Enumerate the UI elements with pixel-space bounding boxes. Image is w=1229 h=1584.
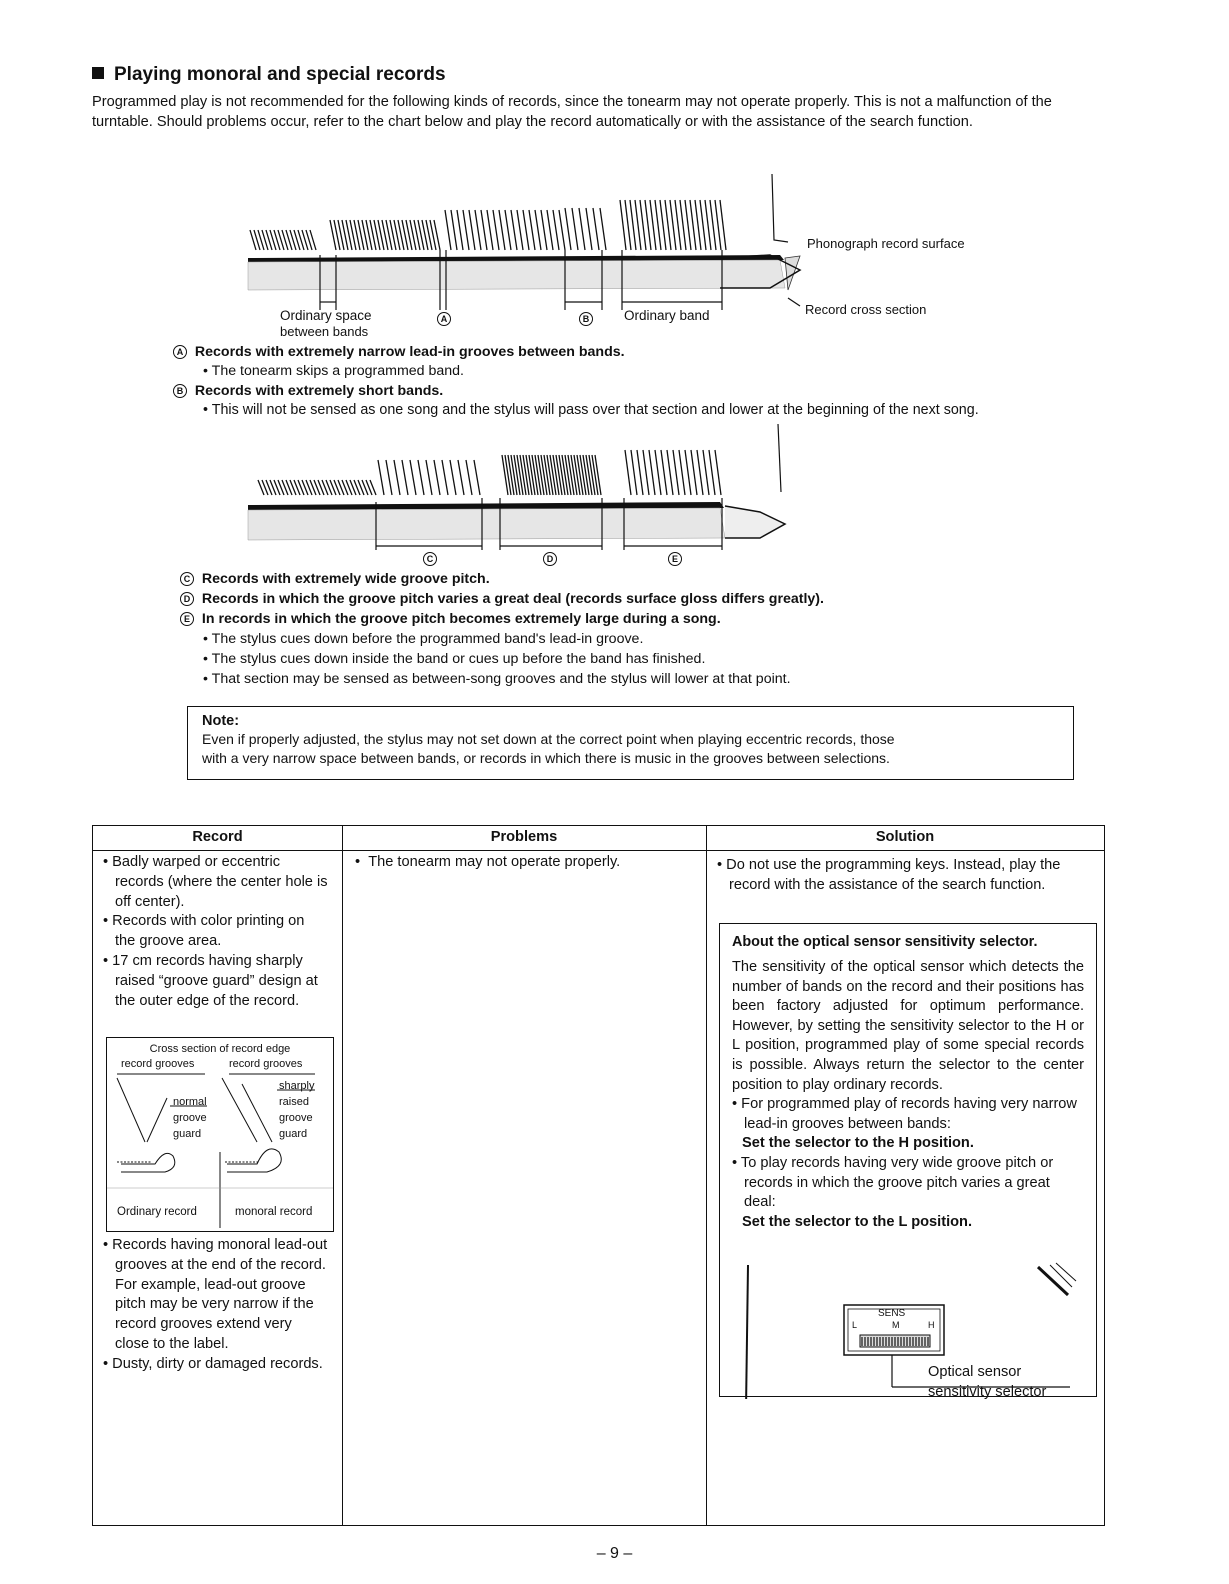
groove-line xyxy=(655,450,661,495)
groove-line xyxy=(595,455,601,495)
groove-line xyxy=(505,455,511,495)
groove-line xyxy=(589,455,595,495)
groove-line xyxy=(499,210,505,250)
note-box xyxy=(187,706,1074,780)
groove-line xyxy=(700,200,706,250)
column-divider-2 xyxy=(706,826,707,1525)
groove-line xyxy=(661,450,667,495)
record-item: • Records with color printing on the groove area. xyxy=(103,913,305,950)
item-c-title-text: Records with extremely wide groove pitch. xyxy=(201,571,490,587)
note-line-1: Even if properly adjusted, the stylus may not set down at the correct point when playing eccentric records, those xyxy=(202,731,895,747)
groove-line xyxy=(474,460,480,495)
groove-line xyxy=(697,450,703,495)
sensor-selector-illustration xyxy=(720,1259,1096,1399)
solution-text-value: Do not use the programming keys. Instead, play the record with the assistance of the search function. xyxy=(726,857,1061,893)
groove-line xyxy=(710,200,716,250)
groove-line xyxy=(691,450,697,495)
raised-label-1: sharply xyxy=(279,1080,315,1092)
groove-line xyxy=(523,210,529,250)
groove-line xyxy=(547,455,553,495)
cross-section-monoral: monoral record xyxy=(235,1206,313,1218)
marker-d-inline: D xyxy=(180,592,194,606)
groove-line xyxy=(529,455,535,495)
groove-line xyxy=(695,200,701,250)
groove-line xyxy=(620,200,626,250)
selector-m-label: M xyxy=(892,1320,900,1330)
groove-line xyxy=(571,455,577,495)
groove-line xyxy=(520,455,526,495)
record-items-2 xyxy=(103,1236,328,1375)
section-title-text: Playing monoral and special records xyxy=(114,64,446,85)
groove-line xyxy=(553,455,559,495)
item-cde-bullet-2-text: The stylus cues down inside the band or cues up before the band has finished. xyxy=(211,651,706,667)
groove-line xyxy=(394,460,400,495)
about-bullet-1-text: For programmed play of records having very narrow lead-in grooves between bands: xyxy=(741,1096,1077,1132)
item-a-title-text: Records with extremely narrow lead-in grooves between bands. xyxy=(194,344,625,360)
about-bullet-2: • To play records having very wide groove pitch or records in which the groove pitch varies a great deal: xyxy=(732,1154,1054,1211)
about-bullet-2-text: To play records having very wide groove pitch or records in which the groove pitch varies a great deal: xyxy=(740,1154,1054,1211)
groove-line xyxy=(541,455,547,495)
groove-line xyxy=(649,450,655,495)
groove-line xyxy=(655,200,661,250)
label-surface: Phonograph record surface xyxy=(807,236,965,251)
groove-line xyxy=(580,455,586,495)
groove-line xyxy=(508,455,514,495)
groove-line xyxy=(466,460,472,495)
groove-line xyxy=(550,455,556,495)
problem-cell xyxy=(355,853,695,873)
marker-c: C xyxy=(423,552,437,566)
cross-section-right-col: record grooves xyxy=(229,1058,303,1070)
raised-label-2: raised xyxy=(279,1096,309,1108)
marker-e: E xyxy=(668,552,682,566)
groove-line xyxy=(625,450,631,495)
label-cross-section: Record cross section xyxy=(805,302,927,317)
groove-line xyxy=(463,210,469,250)
record-item-text: Badly warped or eccentric records (where the center hole is off center). xyxy=(112,854,328,910)
groove-line xyxy=(402,460,408,495)
groove-line xyxy=(475,210,481,250)
groove-line xyxy=(547,210,553,250)
normal-label-2: groove xyxy=(173,1112,207,1124)
marker-e-inline: E xyxy=(180,612,194,626)
marker-b: B xyxy=(579,312,593,326)
marker-a-inline: A xyxy=(173,345,187,359)
solution-text: • Do not use the programming keys. Instead, play the record with the assistance of the search function. xyxy=(717,857,1061,893)
groove-line xyxy=(457,210,463,250)
cross-section-diagram xyxy=(106,1037,334,1232)
note-title: Note: xyxy=(202,713,240,729)
groove-line xyxy=(709,450,715,495)
selector-l-label: L xyxy=(852,1320,858,1330)
groove-line xyxy=(679,450,685,495)
groove-line xyxy=(426,460,432,495)
groove-line xyxy=(586,455,592,495)
label-between-bands: between bands xyxy=(280,324,369,339)
about-bullet-2-bold-text: Set the selector to the L position. xyxy=(742,1213,973,1230)
cross-section-left-col: record grooves xyxy=(121,1058,195,1070)
item-d-title-text: Records in which the groove pitch varies a great deal (records surface gloss differs greatly). xyxy=(201,591,824,607)
problem-text-value: The tonearm may not operate properly. xyxy=(368,854,621,870)
item-b-bullet-text: This will not be sensed as one song and the stylus will pass over that section and lower at the beginning of the next song. xyxy=(211,402,979,418)
label-ordinary-band: Ordinary band xyxy=(624,308,710,323)
raised-label-4: guard xyxy=(279,1128,308,1140)
groove-line xyxy=(535,455,541,495)
groove-line xyxy=(493,210,499,250)
column-divider-1 xyxy=(342,826,343,1525)
groove-line xyxy=(600,208,606,250)
about-title: About the optical sensor sensitivity selector. xyxy=(732,934,1038,950)
record-item: • Badly warped or eccentric records (where the center hole is off center). xyxy=(103,854,328,910)
item-a-bullet-text: The tonearm skips a programmed band. xyxy=(211,363,465,379)
groove-line xyxy=(592,455,598,495)
groove-line xyxy=(574,455,580,495)
item-d-title xyxy=(180,590,824,609)
groove-line xyxy=(577,455,583,495)
section-title xyxy=(92,64,446,86)
groove-line xyxy=(690,200,696,250)
groove-line xyxy=(434,460,440,495)
cross-section-ordinary: Ordinary record xyxy=(117,1206,197,1218)
groove-line xyxy=(418,460,424,495)
groove-line xyxy=(637,450,643,495)
groove-line xyxy=(529,210,535,250)
marker-b-inline: B xyxy=(173,384,187,398)
groove-line xyxy=(526,455,532,495)
groove-line xyxy=(544,455,550,495)
groove-line xyxy=(559,210,565,250)
marker-d: D xyxy=(543,552,557,566)
groove-line xyxy=(586,208,592,250)
groove-line xyxy=(650,200,656,250)
groove-line xyxy=(640,200,646,250)
groove-line xyxy=(502,455,508,495)
item-cde-bullet-3-text: That section may be sensed as between-song grooves and the stylus will lower at that point. xyxy=(211,671,791,687)
cross-section-title: Cross section of record edge xyxy=(149,1043,291,1055)
item-a-title xyxy=(173,343,625,362)
normal-label-3: guard xyxy=(173,1128,202,1140)
item-e-title xyxy=(180,610,721,629)
groove-line xyxy=(660,200,666,250)
groove-line xyxy=(514,455,520,495)
groove-line xyxy=(565,455,571,495)
cross-section-drawing xyxy=(107,1038,333,1231)
groove-line xyxy=(593,208,599,250)
groove-line xyxy=(715,450,721,495)
item-cde-bullet-2: • The stylus cues down inside the band or cues up before the band has finished. xyxy=(203,651,706,667)
groove-line xyxy=(541,210,547,250)
groove-line xyxy=(579,208,585,250)
item-cde-bullet-1: • The stylus cues down before the programmed band's lead-in groove. xyxy=(203,631,644,647)
record-items-1 xyxy=(103,853,328,1011)
item-c-title xyxy=(180,570,490,589)
normal-label-1: normal xyxy=(173,1096,207,1108)
record-item-text: 17 cm records having sharply raised “groove guard” design at the outer edge of the record. xyxy=(112,952,318,1009)
groove-line xyxy=(458,460,464,495)
figure-groove-diagram-1 xyxy=(240,170,1020,345)
groove-line xyxy=(410,460,416,495)
groove-line xyxy=(386,460,392,495)
header-problems: Problems xyxy=(490,829,558,845)
groove-line xyxy=(643,450,649,495)
groove-line xyxy=(685,450,691,495)
item-b-title xyxy=(173,382,443,401)
groove-line xyxy=(572,208,578,250)
problem-text: • The tonearm may not operate properly. xyxy=(355,854,621,870)
groove-line xyxy=(631,450,637,495)
groove-line xyxy=(505,210,511,250)
record-item: • 17 cm records having sharply raised “groove guard” design at the outer edge of the record. xyxy=(103,952,318,1009)
figure-groove-diagram-2 xyxy=(240,420,820,570)
groove-line xyxy=(630,200,636,250)
groove-line xyxy=(720,200,726,250)
record-item-text: Records with color printing on the groove area. xyxy=(112,913,305,950)
page-number: – 9 – xyxy=(596,1545,633,1562)
marker-c-inline: C xyxy=(180,572,194,586)
groove-line xyxy=(442,460,448,495)
solution-cell xyxy=(717,856,1095,896)
groove-line xyxy=(517,455,523,495)
troubleshooting-table xyxy=(92,825,1105,1526)
groove-line xyxy=(645,200,651,250)
groove-line xyxy=(445,210,451,250)
groove-line xyxy=(517,210,523,250)
header-solution: Solution xyxy=(875,829,935,845)
selector-h-label: H xyxy=(928,1320,935,1330)
about-bullet-1-bold-text: Set the selector to the H position. xyxy=(742,1135,974,1152)
groove-line xyxy=(562,455,568,495)
groove-line xyxy=(523,455,529,495)
groove-line xyxy=(450,460,456,495)
groove-line xyxy=(511,210,517,250)
groove-line xyxy=(675,200,681,250)
record-item-text: Records having monoral lead-out grooves at the end of the record. For example, lead-out groove pitch may be very narrow if the record grooves extend very close to the label. xyxy=(112,1237,328,1352)
groove-line xyxy=(487,210,493,250)
groove-line xyxy=(635,200,641,250)
groove-line xyxy=(665,200,671,250)
marker-a: A xyxy=(437,312,451,326)
groove-line xyxy=(535,210,541,250)
groove-line xyxy=(715,200,721,250)
groove-line xyxy=(705,200,711,250)
about-sensor-box xyxy=(719,923,1097,1400)
groove-line xyxy=(538,455,544,495)
record-item-text: Dusty, dirty or damaged records. xyxy=(112,1355,323,1372)
groove-line xyxy=(532,455,538,495)
groove-line xyxy=(685,200,691,250)
groove-diagram-2-illustration xyxy=(240,420,820,570)
record-item: • Records having monoral lead-out grooves at the end of the record. For example, lead-out groove pitch may be very narrow if the record grooves extend very close to the label. xyxy=(103,1237,328,1352)
about-body: The sensitivity of the optical sensor which detects the number of bands on the record and their positions has been factory adjusted for optimum performance. However, by setting the sensitivity selector to the H or L position, programmed play of some special records is possible. Always return the selector to the center position to play ordinary records. xyxy=(732,959,1084,1093)
item-a-bullet: • The tonearm skips a programmed band. xyxy=(203,363,465,379)
about-bullet-1: • For programmed play of records having very narrow lead-in grooves between bands: xyxy=(732,1096,1077,1132)
groove-line xyxy=(556,455,562,495)
note-line-2: with a very narrow space between bands, or records in which there is music in the grooves between selections. xyxy=(202,750,890,766)
selector-caption-2: sensitivity selector xyxy=(928,1384,1047,1400)
groove-line xyxy=(559,455,565,495)
record-item: • Dusty, dirty or damaged records. xyxy=(103,1355,323,1372)
header-record: Record xyxy=(192,829,243,845)
groove-line xyxy=(511,455,517,495)
item-b-bullet: • This will not be sensed as one song and the stylus will pass over that section and lower at the beginning of the next song. xyxy=(203,402,979,418)
groove-line xyxy=(703,450,709,495)
groove-line xyxy=(673,450,679,495)
groove-line xyxy=(553,210,559,250)
groove-line xyxy=(583,455,589,495)
intro-paragraph: Programmed play is not recommended for the following kinds of records, since the tonearm may not operate properly. This is not a malfunction of the turntable. Should problems occur, refer to the chart below and play the record automatically or with the assistance of the search function. xyxy=(92,94,1052,130)
item-cde-bullet-3: • That section may be sensed as between-song grooves and the stylus will lower at that point. xyxy=(203,671,791,687)
groove-line xyxy=(481,210,487,250)
square-bullet-icon xyxy=(92,67,104,79)
selector-caption-1: Optical sensor xyxy=(928,1364,1022,1380)
groove-line xyxy=(469,210,475,250)
groove-line xyxy=(680,200,686,250)
groove-line xyxy=(378,460,384,495)
about-bullet-2-bold xyxy=(732,1213,1084,1233)
label-ordinary-space: Ordinary space xyxy=(280,308,372,323)
about-bullet-1-bold xyxy=(732,1134,1084,1154)
item-e-title-text: In records in which the groove pitch becomes extremely large during a song. xyxy=(201,611,721,627)
groove-line xyxy=(568,455,574,495)
header-divider xyxy=(93,850,1104,851)
groove-line xyxy=(625,200,631,250)
raised-label-3: groove xyxy=(279,1112,313,1124)
groove-line xyxy=(670,200,676,250)
selector-sens-label: SENS xyxy=(878,1308,906,1319)
item-cde-bullet-1-text: The stylus cues down before the programmed band's lead-in groove. xyxy=(211,631,644,647)
groove-line xyxy=(667,450,673,495)
item-b-title-text: Records with extremely short bands. xyxy=(194,383,444,399)
groove-line xyxy=(451,210,457,250)
groove-line xyxy=(565,208,571,250)
